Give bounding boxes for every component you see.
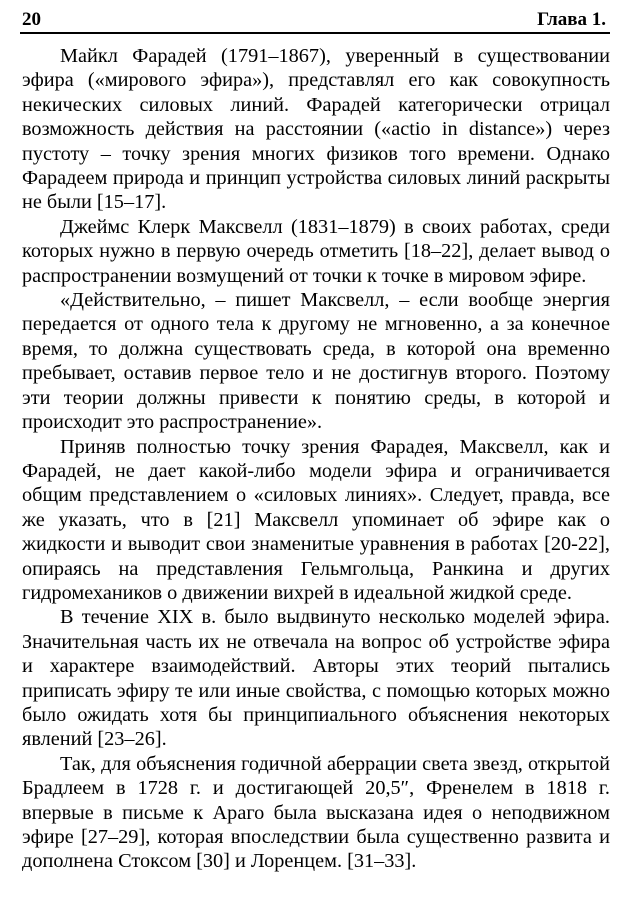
running-head bbox=[20, 6, 610, 34]
chapter-label: Глава 1. bbox=[537, 9, 606, 30]
paragraph-field-lines: Приняв полностью точку зрения Фарадея, Максвелл, как и Фарадей, не дает какой-либо модели эфира и ограничивается общим представлением о «силовых линиях». Следует, правда, все же указать, что в [21] Максвелл упоминает об эфире как о жидкости и выводит свои знаменитые уравнения в работах [20-22], опираясь на представления Гельмгольца, Ранкина и других гидромехаников о движении вихрей в идеальной жидкой среде. bbox=[22, 435, 610, 604]
paragraph-faraday: Майкл Фарадей (1791–1867), уверенный в существовании эфира («мирового эфира»), представлял его как совокупность некических силовых линий. Фарадей категорически отрицал возможность действия на расстоянии («actio in distance») через пустоту – точку зрения многих физиков того времени. Однако Фарадеем природа и принцип устройства силовых линий раскрыты не были [15–17]. bbox=[22, 45, 610, 214]
page-number: 20 bbox=[22, 9, 41, 30]
paragraph-maxwell-quote: «Действительно, – пишет Максвелл, – если вообще энергия передается от одного тела к другому не мгновенно, а за конечное время, то должна существовать среда, в которой она временно пребывает, оставив первое тело и не достигнув второго. Поэтому эти теории должны привести к понятию среды, в которой и происходит это распространение». bbox=[22, 289, 610, 434]
paragraph-maxwell: Джеймс Клерк Максвелл (1831–1879) в своих работах, среди которых нужно в первую очередь отметить [18–22], делает вывод о распространении возмущений от точки к точке в мировом эфире. bbox=[22, 215, 610, 287]
body-text bbox=[22, 44, 610, 874]
paragraph-ether-models: В течение XIX в. было выдвинуто несколько моделей эфира. Значительная часть их не отвечала на вопрос об устройстве эфира и характере взаимодействий. Авторы этих теорий пытались приписать эфиру те или иные свойства, с помощью которых можно было ожидать хотя бы принципиального объяснения некоторых явлений [23–26]. bbox=[22, 606, 610, 751]
paragraph-aberration: Так, для объяснения годичной аберрации света звезд, открытой Брадлеем в 1728 г. и достигающей 20,5″, Френелем в 1818 г. впервые в письме к Араго была высказана идея о неподвижном эфире [27–29], которая впоследствии была существенно развита и дополнена Стоксом [30] и Лоренцем. [31–33]. bbox=[22, 752, 610, 873]
